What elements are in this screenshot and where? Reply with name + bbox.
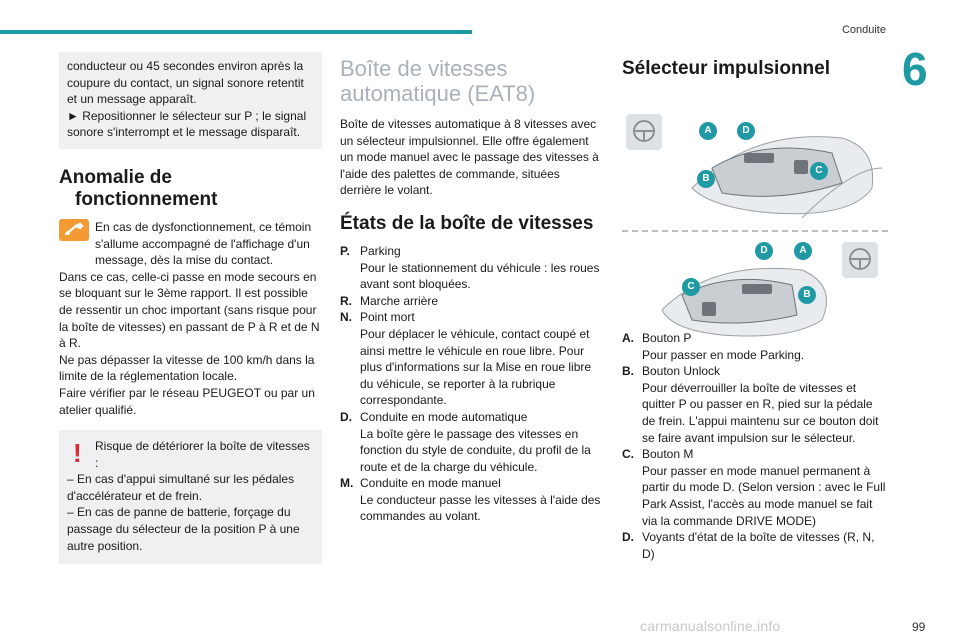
badge-c: C bbox=[810, 162, 828, 180]
list-item: M. Conduite en mode manuel Le conducteur passe les vitesses à l'aide des commandes au volant. bbox=[340, 476, 601, 524]
badge-d: D bbox=[737, 122, 755, 140]
info-box bbox=[59, 52, 322, 149]
column-3 bbox=[622, 56, 888, 562]
states-list bbox=[340, 243, 604, 525]
selector-diagram bbox=[622, 90, 888, 322]
list-item: N. Point mort Pour déplacer le véhicule, contact coupé et ainsi mettre le véhicule en roue libre. Pour plus d'informations sur la Mise en roue libre du véhicule, se reporter à la rubrique correspondante. bbox=[340, 310, 592, 408]
list-item: B. Bouton Unlock Pour déverrouiller la boîte de vitesses et quitter P ou passer en R, pied sur la pédale de frein. L'appui maintenu sur ce bouton doit se faire avant impulsion sur le sélecteur. bbox=[622, 364, 879, 445]
selector-heading: Sélecteur impulsionnel bbox=[622, 58, 830, 79]
alert-box bbox=[59, 430, 322, 564]
divider-dashed bbox=[622, 230, 888, 232]
chapter-number: 6 bbox=[902, 43, 928, 95]
intro-paragraph-1: conducteur ou 45 secondes environ après la coupure du contact, un signal sonore retentit et un message apparaît. bbox=[67, 59, 304, 107]
list-item: A. Bouton P Pour passer en mode Parking. bbox=[622, 331, 805, 362]
list-item: C. Bouton M Pour passer en mode manuel permanent à partir du mode D. (Selon version : avec le Full Park Assist, l'accès au mode manuel se fait via la commande DRIVE MODE) bbox=[622, 447, 886, 528]
badge-d: D bbox=[755, 242, 773, 260]
gearbox-warning-icon bbox=[59, 219, 89, 241]
steering-wheel-icon bbox=[842, 242, 878, 278]
page-number: 99 bbox=[912, 620, 926, 634]
anomaly-paragraph-3: Ne pas dépasser la vitesse de 100 km/h dans la limite de la réglementation locale. bbox=[59, 352, 315, 384]
selector-items-list bbox=[622, 330, 888, 562]
badge-a: A bbox=[699, 122, 717, 140]
badge-b: B bbox=[798, 286, 816, 304]
watermark: carmanualsonline.info bbox=[640, 618, 781, 634]
alert-paragraph-1: Risque de détériorer la boîte de vitesses : bbox=[95, 439, 310, 470]
gearbox-title: Boîte de vitesses automatique (EAT8) bbox=[340, 56, 536, 106]
header-accent-bar bbox=[0, 30, 472, 34]
section-name: Conduite bbox=[841, 24, 886, 36]
intro-paragraph-2: ► Repositionner le sélecteur sur P ; le signal sonore s'interrompt et le message disparaît. bbox=[67, 108, 307, 140]
gearbox-intro: Boîte de vitesses automatique à 8 vitesses avec un sélecteur impulsionnel. Elle offre également un mode manuel avec le passage des vitesses à l'aide des palettes de commande, situées derrière le volant. bbox=[340, 117, 599, 198]
column-2 bbox=[340, 56, 604, 525]
badge-a: A bbox=[794, 242, 812, 260]
anomaly-heading: Anomalie de fonctionnement bbox=[59, 166, 218, 210]
list-item: P. Parking Pour le stationnement du véhicule : les roues avant sont bloquées. bbox=[340, 243, 600, 292]
states-heading: États de la boîte de vitesses bbox=[340, 212, 594, 234]
anomaly-paragraph-1: En cas de dysfonctionnement, ce témoin s'allume accompagné de l'affichage d'un message, dès la mise du contact. bbox=[95, 219, 312, 268]
steering-wheel-icon bbox=[626, 114, 662, 150]
anomaly-paragraph-2: Dans ce cas, celle-ci passe en mode secours en se bloquant sur le 3ème rapport. Il est possible de ressentir un choc important (sans risque pour la boîte de vitesses) en passant de P à R et de N à R. bbox=[59, 269, 320, 351]
column-1 bbox=[59, 52, 322, 564]
anomaly-paragraph-4: Faire vérifier par le réseau PEUGEOT ou par un atelier qualifié. bbox=[59, 385, 315, 417]
list-item: D. Voyants d'état de la boîte de vitesses (R, N, D) bbox=[622, 530, 875, 561]
badge-b: B bbox=[697, 170, 715, 188]
alert-exclamation-icon: ! bbox=[73, 438, 82, 469]
alert-paragraph-3: – En cas de panne de batterie, forçage du passage du sélecteur de la position P à une autre position. bbox=[67, 505, 300, 553]
list-item: D. Conduite en mode automatique La boîte gère le passage des vitesses en fonction du style de conduite, du profil de la route et de la charge du véhicule. bbox=[340, 409, 591, 474]
badge-c: C bbox=[682, 278, 700, 296]
warning-block bbox=[59, 219, 322, 269]
alert-paragraph-2: – En cas d'appui simultané sur les pédales d'accélérateur et de frein. bbox=[67, 472, 295, 503]
list-item: R. Marche arrière bbox=[340, 293, 439, 308]
